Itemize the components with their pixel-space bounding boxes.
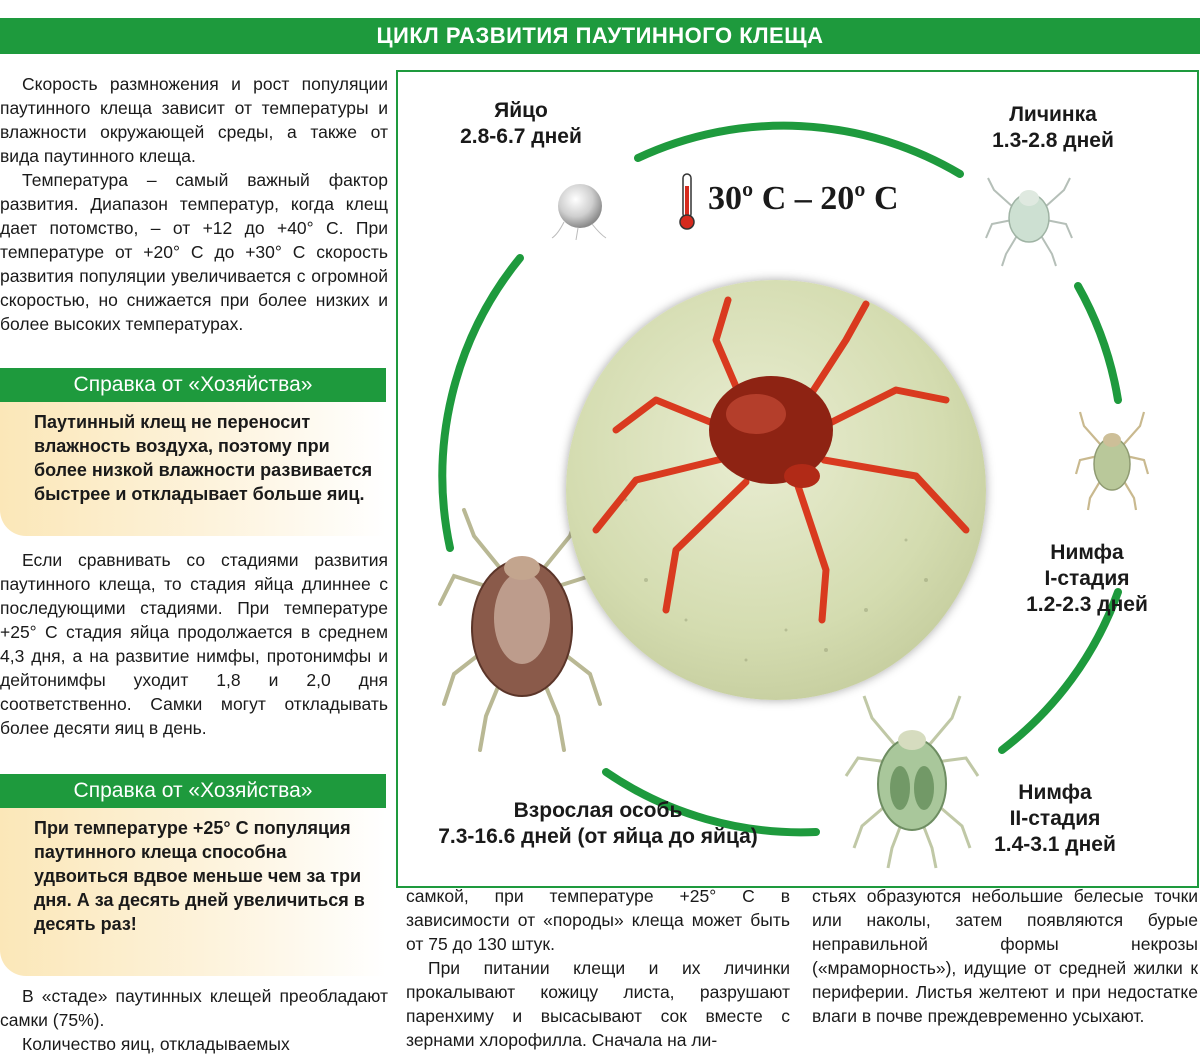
paragraph-egg-range: самкой, при температуре +25° С в зависимости от «породы» клеща может быть от 75 до 130 штук. bbox=[406, 886, 790, 954]
center-mite-photo bbox=[566, 280, 986, 700]
nymph1-image bbox=[1074, 408, 1150, 512]
egg-image bbox=[548, 176, 612, 240]
arc-larva-nymph1 bbox=[1078, 286, 1118, 400]
info-box-2 bbox=[0, 808, 386, 976]
nymph2-stage: II-стадия bbox=[1009, 807, 1101, 830]
paragraph-egg-count: Количество яиц, откладываемых bbox=[22, 1034, 290, 1054]
info-box-1-title: Справка от «Хозяйства» bbox=[0, 368, 386, 402]
left-text-top bbox=[0, 72, 388, 336]
larva-image bbox=[984, 168, 1074, 268]
info-box-1 bbox=[0, 402, 386, 536]
right-text bbox=[812, 884, 1198, 1028]
nymph1-name: Нимфа bbox=[1050, 541, 1124, 564]
paragraph-feeding: При питании клещи и их личинки прокалывают кожицу листа, разрушают паренхиму и высасывают сок вместе с зернами хлорофилла. Сначала на ли- bbox=[406, 958, 790, 1050]
larva-name: Личинка bbox=[1009, 103, 1097, 126]
adult-name: Взрослая особь bbox=[513, 799, 683, 822]
title-banner: ЦИКЛ РАЗВИТИЯ ПАУТИННОГО КЛЕЩА bbox=[0, 18, 1200, 54]
paragraph-symptoms: стьях образуются небольшие белесые точки или наколы, затем появляются бурые неправильной формы некрозы («мраморность»), идущие от средней жилки к периферии. Листья желтеют и при недостатке влаги в почве преждевременно усыхают. bbox=[812, 886, 1198, 1026]
nymph1-days: 1.2-2.3 дней bbox=[1026, 593, 1148, 616]
life-cycle-diagram bbox=[396, 70, 1199, 888]
nymph1-label bbox=[992, 540, 1182, 618]
red-mite-image bbox=[566, 280, 986, 700]
egg-days: 2.8-6.7 дней bbox=[460, 125, 582, 148]
paragraph-reproduction: Скорость размножения и рост популяции паутинного клеща зависит от температуры и влажности окружающей среды, а также от вида паутинного клеща. bbox=[0, 74, 388, 166]
left-text-bottom bbox=[0, 984, 388, 1056]
paragraph-temperature: Температура – самый важный фактор развития. Диапазон температур, когда клещ дает потомство, – от +12 до +40° С. При температуре от +20° С до +30° С скорость развития популяции увеличивается с огромной скоростью, но снижается при более низких и более высоких температурах. bbox=[0, 170, 388, 334]
left-text-middle bbox=[0, 548, 388, 740]
temperature-range: 30º C – 20º C bbox=[708, 180, 899, 217]
egg-name: Яйцо bbox=[494, 99, 548, 122]
egg-label bbox=[426, 98, 616, 150]
larva-label bbox=[958, 102, 1148, 154]
thermometer-icon bbox=[676, 172, 698, 232]
paragraph-stages: Если сравнивать со стадиями развития паутинного клеща, то стадия яйца длиннее с последующими стадиями. При температуре +25° С стадия яйца продолжается в среднем 4,3 дня, а на развитие нимфы, протонимфы и дейтонимфы уходит 1,8 и 2,0 дня соответственно. Самки могут откладывать более десяти яиц в день. bbox=[0, 550, 388, 738]
arc-egg-larva bbox=[638, 126, 960, 174]
adult-label bbox=[408, 798, 788, 850]
adult-days: 7.3-16.6 дней (от яйца до яйца) bbox=[438, 825, 758, 848]
nymph2-label bbox=[960, 780, 1150, 858]
info-box-2-title: Справка от «Хозяйства» bbox=[0, 774, 386, 808]
nymph2-days: 1.4-3.1 дней bbox=[994, 833, 1116, 856]
paragraph-females: В «стаде» паутинных клещей преобладают самки (75%). bbox=[0, 986, 388, 1030]
middle-text bbox=[406, 884, 790, 1052]
nymph2-name: Нимфа bbox=[1018, 781, 1092, 804]
larva-days: 1.3-2.8 дней bbox=[992, 129, 1114, 152]
nymph1-stage: I-стадия bbox=[1044, 567, 1130, 590]
info-box-1-text: Паутинный клещ не переносит влажность воздуха, поэтому при более низкой влажности развивается быстрее и откладывает больше яиц. bbox=[34, 412, 373, 504]
arc-adult-egg bbox=[442, 258, 520, 548]
info-box-2-text: При температуре +25° С популяция паутинного клеща способна удвоиться вдвое меньше чем за три дня. А за десять дней увеличиться в десять раз! bbox=[34, 818, 365, 934]
